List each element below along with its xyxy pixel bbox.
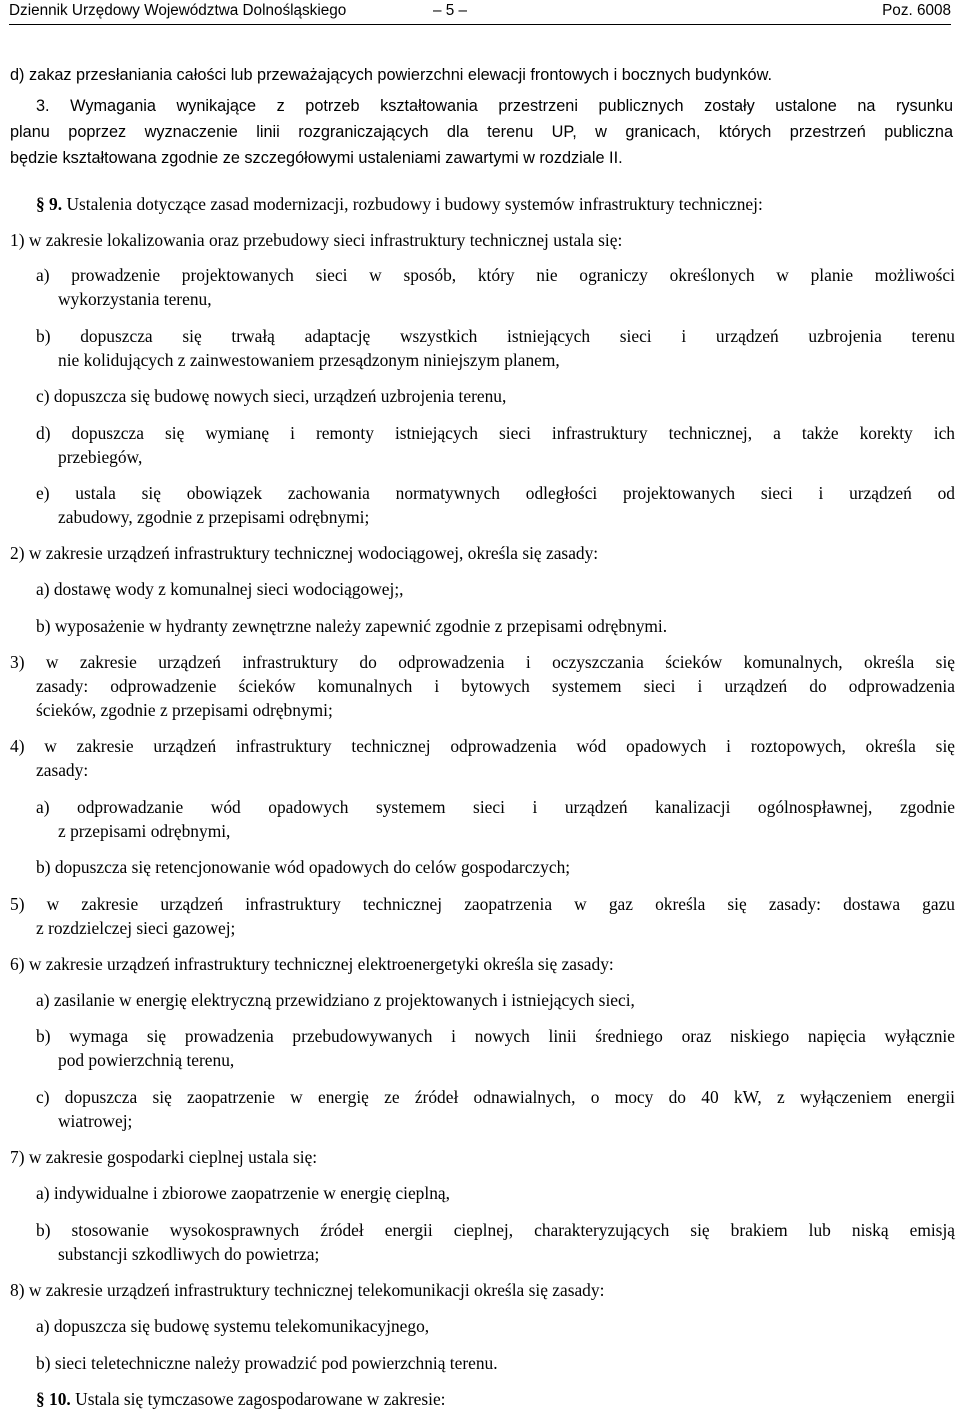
item-6a: a) zasilanie w energię elektryczną przewidziano z projektowanych i istniejących sieci, bbox=[36, 990, 635, 1010]
item-5-line-1: 5) w zakresie urządzeń infrastruktury technicznej zaopatrzenia w gaz określa się zasady: dostawa gazu bbox=[10, 894, 955, 914]
page-number: – 5 – bbox=[433, 2, 468, 19]
item-6c-line-1: c) dopuszcza się zaopatrzenie w energię ze źródeł odnawialnych, o mocy do 40 kW, z wyłączeniem energii bbox=[36, 1087, 955, 1107]
section-9-heading bbox=[36, 193, 763, 215]
item-4-line-1: 4) w zakresie urządzeń infrastruktury technicznej odprowadzenia wód opadowych i roztopowych, określa się bbox=[10, 736, 955, 756]
item-6b-line-2: pod powierzchnią terenu, bbox=[58, 1050, 235, 1070]
paragraph-3-line-2: planu poprzez wyznaczenie linii rozgraniczających dla terenu UP, w granicach, których przestrzeń publiczna bbox=[10, 123, 953, 141]
section-10-heading bbox=[36, 1388, 446, 1410]
item-7: 7) w zakresie gospodarki cieplnej ustala się: bbox=[10, 1147, 318, 1167]
item-1d-line-1: d) dopuszcza się wymianę i remonty istniejących sieci infrastruktury technicznej, a także korekty ich bbox=[36, 423, 955, 443]
paragraph-3-line-3: będzie kształtowana zgodnie ze szczegółowymi ustaleniami zawartymi w rozdziale II. bbox=[10, 149, 623, 167]
item-1: 1) w zakresie lokalizowania oraz przebudowy sieci infrastruktury technicznej ustala się: bbox=[10, 230, 623, 250]
item-2a: a) dostawę wody z komunalnej sieci wodociągowej;, bbox=[36, 579, 404, 599]
journal-title: Dziennik Urzędowy Województwa Dolnośląskiego bbox=[9, 2, 347, 19]
header-rule bbox=[9, 24, 951, 25]
item-6c-line-2: wiatrowej; bbox=[58, 1111, 133, 1131]
item-6b-line-1: b) wymaga się prowadzenia przebudowywanych i nowych linii średniego oraz niskiego napięcia wyłącznie bbox=[36, 1026, 955, 1046]
item-4a-line-2: z przepisami odrębnymi, bbox=[58, 821, 231, 841]
item-6: 6) w zakresie urządzeń infrastruktury technicznej elektroenergetyki określa się zasady: bbox=[10, 954, 614, 974]
item-7b-line-2: substancji szkodliwych do powietrza; bbox=[58, 1244, 320, 1264]
item-7a: a) indywidualne i zbiorowe zaopatrzenie w energię cieplną, bbox=[36, 1183, 450, 1203]
clause-d-zakaz: d) zakaz przesłaniania całości lub przeważających powierzchni elewacji frontowych i bocznych budynków. bbox=[10, 66, 772, 84]
item-7b-line-1: b) stosowanie wysokosprawnych źródeł energii cieplnej, charakteryzujących się brakiem lub niską emisją bbox=[36, 1220, 955, 1240]
item-1b-line-1: b) dopuszcza się trwałą adaptację wszystkich istniejących sieci i urządzeń uzbrojenia terenu bbox=[36, 326, 955, 346]
item-3-line-1: 3) w zakresie urządzeń infrastruktury do odprowadzenia i oczyszczania ścieków komunalnych, określa się bbox=[10, 652, 955, 672]
section-9-number: § 9. bbox=[36, 194, 63, 214]
item-2: 2) w zakresie urządzeń infrastruktury technicznej wodociągowej, określa się zasady: bbox=[10, 543, 599, 563]
page-header bbox=[9, 2, 951, 24]
item-1b-line-2: nie kolidujących z zainwestowaniem przesądzonym niniejszym planem, bbox=[58, 350, 560, 370]
section-10-text: Ustala się tymczasowe zagospodarowane w zakresie: bbox=[75, 1389, 446, 1409]
item-4a-line-1: a) odprowadzanie wód opadowych systemem sieci i urządzeń kanalizacji ogólnospławnej, zgodnie bbox=[36, 797, 955, 817]
item-2b: b) wyposażenie w hydranty zewnętrzne należy zapewnić zgodnie z przepisami odrębnymi. bbox=[36, 616, 668, 636]
item-1a-line-2: wykorzystania terenu, bbox=[58, 289, 212, 309]
item-1d-line-2: przebiegów, bbox=[58, 447, 143, 467]
item-4b: b) dopuszcza się retencjonowanie wód opadowych do celów gospodarczych; bbox=[36, 857, 571, 877]
position-number: Poz. 6008 bbox=[882, 2, 951, 19]
item-1e-line-1: e) ustala się obowiązek zachowania normatywnych odległości projektowanych sieci i urządzeń od bbox=[36, 483, 955, 503]
item-1e-line-2: zabudowy, zgodnie z przepisami odrębnymi; bbox=[58, 507, 370, 527]
item-8: 8) w zakresie urządzeń infrastruktury technicznej telekomunikacji określa się zasady: bbox=[10, 1280, 605, 1300]
item-4-line-2: zasady: bbox=[36, 760, 89, 780]
item-5-line-2: z rozdzielczej sieci gazowej; bbox=[36, 918, 236, 938]
section-10-number: § 10. bbox=[36, 1389, 71, 1409]
item-1a-line-1: a) prowadzenie projektowanych sieci w sposób, który nie ograniczy określonych w planie możliwości bbox=[36, 265, 955, 285]
item-1c: c) dopuszcza się budowę nowych sieci, urządzeń uzbrojenia terenu, bbox=[36, 386, 507, 406]
item-8a: a) dopuszcza się budowę systemu telekomunikacyjnego, bbox=[36, 1316, 430, 1336]
item-3-line-3: ścieków, zgodnie z przepisami odrębnymi; bbox=[36, 700, 333, 720]
section-9-text: Ustalenia dotyczące zasad modernizacji, rozbudowy i budowy systemów infrastruktury technicznej: bbox=[66, 194, 763, 214]
item-3-line-2: zasady: odprowadzenie ścieków komunalnych i bytowych systemem sieci i urządzeń do odprowadzenia bbox=[36, 676, 955, 696]
paragraph-3-line-1: 3. Wymagania wynikające z potrzeb kształtowania przestrzeni publicznych zostały ustalone na rysunku bbox=[36, 97, 953, 115]
item-8b: b) sieci teletechniczne należy prowadzić pod powierzchnią terenu. bbox=[36, 1353, 498, 1373]
